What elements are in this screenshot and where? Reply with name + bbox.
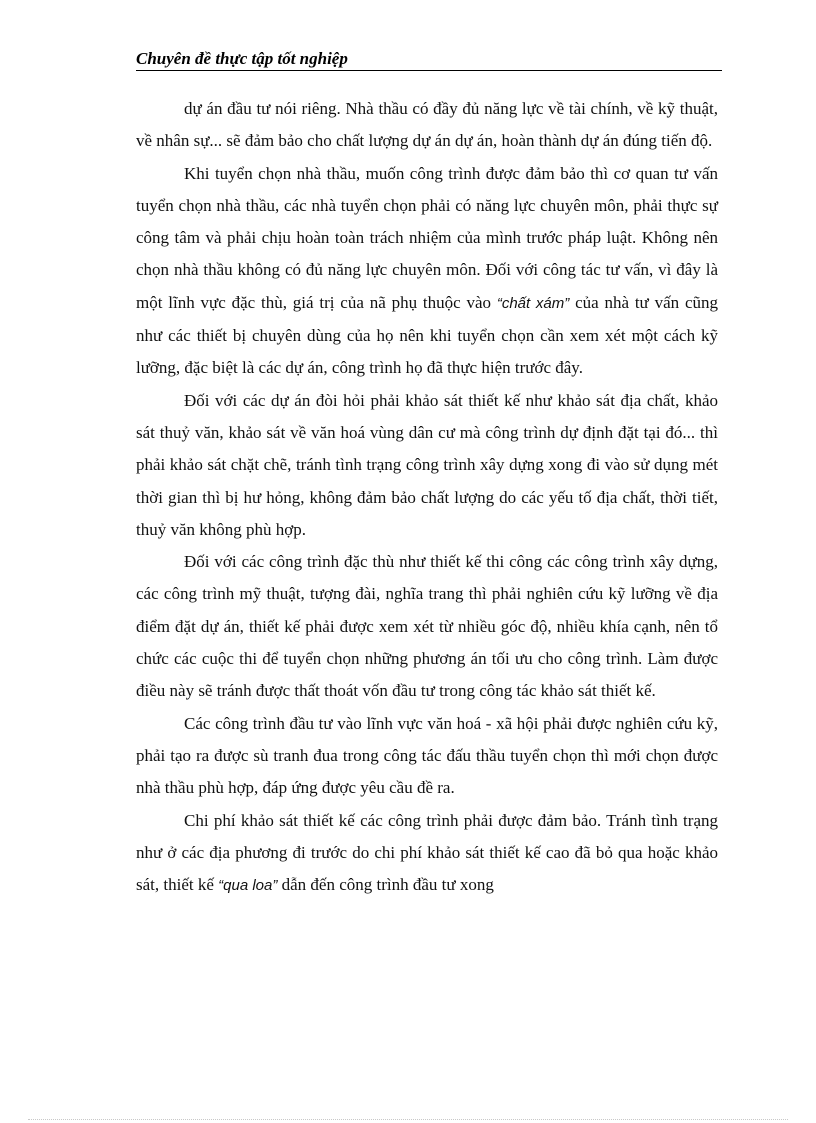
header-title: Chuyên đề thực tập tốt nghiệp	[136, 49, 348, 68]
paragraph-4-text: Đối với các công trình đặc thù như thiết kế thi công các công trình xây dựng, các công trình mỹ thuật, tượng đài, nghĩa trang thì phải nghiên cứu kỹ lưỡng về địa điểm đặt dự án, thiết kế phải được xem xét từ nhiều góc độ, nhiều khía cạnh, nên tổ chức các cuộc thi để tuyển chọn những phương án tối ưu cho công trình. Làm được điều này sẽ tránh được thất thoát vốn đầu tư trong công tác khảo sát thiết kế.	[136, 552, 718, 701]
paragraph-1	[136, 93, 718, 158]
paragraph-2-quote: “chất xám”	[496, 294, 570, 312]
page-bottom-border	[28, 1119, 788, 1120]
paragraph-2	[136, 158, 718, 385]
paragraph-4	[136, 546, 718, 707]
paragraph-3-text: Đối với các dự án đòi hỏi phải khảo sát thiết kế như khảo sát địa chất, khảo sát thuỷ văn, khảo sát về văn hoá vùng dân cư mà công trình dự định đặt tại đó... thì phải khảo sát chặt chẽ, tránh tình trạng công trình xây dựng xong đi vào sử dụng mét thời gian thì bị hư hỏng, không đảm bảo chất lượng do các yếu tố địa chất, thời tiết, thuỷ văn không phù hợp.	[136, 390, 718, 539]
paragraph-6-text-after: dẫn đến công trình đầu tư xong	[277, 875, 494, 895]
paragraph-6-text: Chi phí khảo sát thiết kế các công trình phải được đảm bảo. Tránh tình trạng như ở các địa phương đi trước do chi phí khảo sát thiết kế cao đã bỏ qua hoặc khảo sát, thiết kế	[136, 810, 718, 895]
paragraph-6-quote: “qua loa”	[218, 877, 278, 895]
document-body	[136, 93, 718, 902]
paragraph-2-text-after: của nhà tư vấn cũng như các thiết bị chuyên dùng của họ nên khi tuyển chọn cần xem xét một cách kỹ lưỡng, đặc biệt là các dự án, công trình họ đã thực hiện trước đây.	[136, 292, 718, 378]
paragraph-3	[136, 385, 718, 546]
paragraph-1-text: dự án đầu tư nói riêng. Nhà thầu có đầy đủ năng lực về tài chính, về kỹ thuật, về nhân sự... sẽ đảm bảo cho chất lượng dự án dự án, hoàn thành dự án đúng tiến độ.	[136, 99, 718, 151]
paragraph-5	[136, 708, 718, 805]
paragraph-5-text: Các công trình đầu tư vào lĩnh vực văn hoá - xã hội phải được nghiên cứu kỹ, phải tạo ra được sù tranh đua trong công tác đấu thầu tuyển chọn thì mới chọn được nhà thầu phù hợp, đáp ứng được yêu cầu đề ra.	[136, 713, 718, 798]
paragraph-6	[136, 805, 718, 903]
paragraph-2-text: Khi tuyển chọn nhà thầu, muốn công trình được đảm bảo thì cơ quan tư vấn tuyển chọn nhà thầu, các nhà tuyển chọn phải có năng lực chuyên môn, phải thực sự công tâm và phải chịu hoàn toàn trách nhiệm của mình trước pháp luật. Không nên chọn nhà thầu không có đủ năng lực chuyên môn. Đối với công tác tư vấn, vì đây là một lĩnh vực đặc thù, giá trị của nã phụ thuộc vào	[136, 163, 718, 312]
page-header	[136, 48, 722, 71]
